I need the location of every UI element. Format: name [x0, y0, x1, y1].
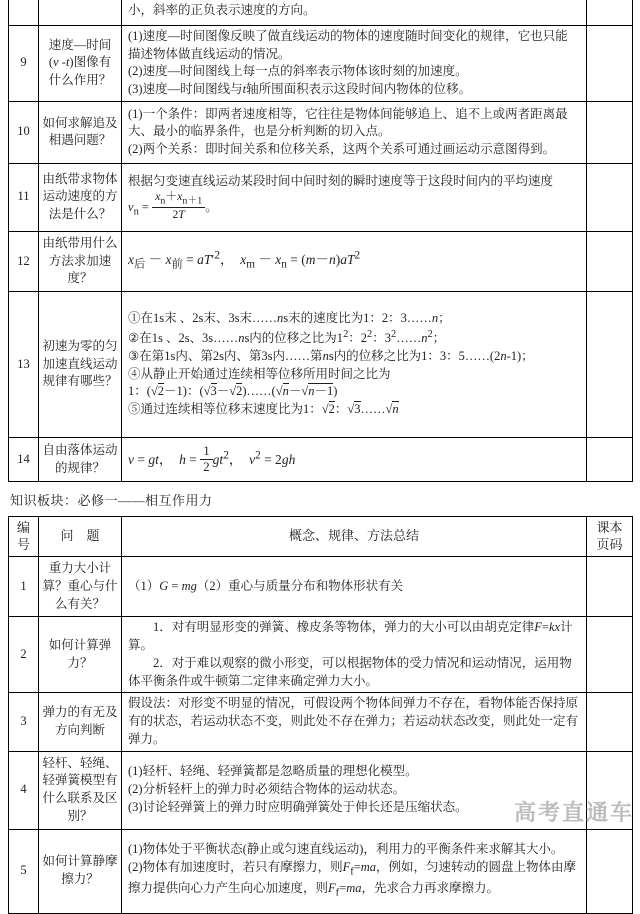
question-cell: 轻杆、轻绳、轻弹簧模型有什么联系及区别？: [39, 751, 122, 829]
table-row: [9, 693, 633, 751]
row-number-cell: 13: [9, 292, 39, 438]
content-cell: $x_后 - x_前 = aT'^2$， $x_m - x_n = (m-n)aT^2$: [122, 231, 587, 291]
row-number-cell: 14: [9, 438, 39, 482]
question-cell: 弹力的有无及方向判断: [39, 693, 122, 751]
table-row: [9, 438, 633, 482]
page-number-cell: [587, 101, 633, 163]
content-cell: 1．对有明显形变的弹簧、橡皮条等物体，弹力的大小可以由胡克定律F=kx计算。 2．对于难以观察的微小形变，可以根据物体的受力情况和运动情况，运用物体平衡条件或牛顿第二定律来确定弹力大小。: [122, 617, 587, 693]
page-number-cell: [587, 751, 633, 829]
content-cell: (1)物体处于平衡状态(静止或匀速直线运动)，利用力的平衡条件来求解其大小。 (2)物体有加速度时，若只有摩擦力，则$F_f=ma$，例如，匀速转动的圆盘上物体由摩擦力提供向心力产生向心加速度，则$F_f=ma$，先求合力再求摩擦力。: [122, 829, 587, 913]
table-row: [9, 163, 633, 231]
header-page-number: 课本 页码: [587, 517, 633, 557]
content-cell: 假设法：对形变不明显的情况，可假设两个物体间弹力不存在，看物体能否保持原有的状态，若运动状态不变，则此处不存在弹力；若运动状态改变，则此处一定有弹力。: [122, 693, 587, 751]
content-cell: 小，斜率的正负表示速度的方向。: [122, 0, 587, 25]
table-row: [9, 557, 633, 617]
table-row: [9, 231, 633, 291]
content-cell: v = gt， h = $\frac{1}{2}$ $gt^2$， $v^2 = 2gh$: [122, 438, 587, 482]
content-cell: 根据匀变速直线运动某段时间中间时刻的瞬时速度等于这段时间内的平均速度 $v_n$ = $\frac{x_n+x_{n+1}}{2T}$ 。: [122, 163, 587, 231]
row-number-cell: 10: [9, 101, 39, 163]
interaction-forces-table: [8, 516, 633, 914]
question-cell: 由纸带用什么方法求加速度？: [39, 231, 122, 291]
question-cell: 由纸带求物体运动速度的方法是什么？: [39, 163, 122, 231]
page-number-cell: [587, 163, 633, 231]
row-number-cell: 12: [9, 231, 39, 291]
row-number-cell: 4: [9, 751, 39, 829]
table-header-row: [9, 517, 633, 557]
page-number-cell: [587, 693, 633, 751]
question-cell: 自由落体运动的规律？: [39, 438, 122, 482]
row-number-cell: 5: [9, 829, 39, 913]
table-row: [9, 101, 633, 163]
page-number-cell: [587, 829, 633, 913]
content-cell: (1)速度—时间图像反映了做直线运动的物体的速度随时间变化的规律，它也只能描述物体做直线运动的情况。 (2)速度—时间图线上每一点的斜率表示物体该时刻的加速度。 (3)速度—时间图线与t轴所围面积表示这段时间内物体的位移。: [122, 25, 587, 101]
header-number: 编号: [9, 517, 39, 557]
question-cell: 初速为零的匀加速直线运动规律有哪些？: [39, 292, 122, 438]
question-cell: 速度—时间 (v -t)图像有 什么作用？: [39, 25, 122, 101]
kinematics-summary-table: [8, 0, 633, 482]
header-question: 问 题: [39, 517, 122, 557]
content-cell: ①在1s末 、2s末、3s末……ns末的速度比为1：2：3……n； ②在1s 、2s、3s……ns内的位移之比为$1^2$：$2^2$：$3^2\dots\dots n^2$； ③在第1s内、第2s内、第3s内……第ns内的位移之比为1：3：5……(2n-1)； ④从静止开始通过连续相等位移所用时间之比为 1：(√2－1)：(√3－√2)……(√n－√n－1) ⑤通过连续相等位移末速度比为1：√2：√3……√n: [122, 292, 587, 438]
question-cell: 重力大小计算？重心与什么有关？: [39, 557, 122, 617]
document-page: [8, 0, 632, 914]
table-row: [9, 292, 633, 438]
row-number-cell: 2: [9, 617, 39, 693]
question-cell: 如何计算弹力？: [39, 617, 122, 693]
content-cell: (1)轻杆、轻绳、轻弹簧都是忽略质量的理想化模型。 (2)分析轻杆上的弹力时必须结合物体的运动状态。 (3)讨论轻弹簧上的弹力时应明确弹簧处于伸长还是压缩状态。: [122, 751, 587, 829]
watermark: 高考直通车: [513, 800, 634, 825]
row-number-cell: [9, 0, 39, 25]
page-number-cell: [587, 292, 633, 438]
question-cell: 如何求解追及相遇问题？: [39, 101, 122, 163]
section-title: 知识板块：必修一——相互作用力: [10, 493, 213, 508]
row-number-cell: 3: [9, 693, 39, 751]
table-row: [9, 25, 633, 101]
table-row: [9, 829, 633, 913]
header-summary: 概念、规律、方法总结: [122, 517, 587, 557]
page-number-cell: [587, 617, 633, 693]
table-row-partial: [9, 0, 633, 25]
table-row: [9, 751, 633, 829]
question-cell: [39, 0, 122, 25]
content-cell: （1）G = mg（2）重心与质量分布和物体形状有关: [122, 557, 587, 617]
question-cell: 如何计算静摩擦力？: [39, 829, 122, 913]
row-number-cell: 1: [9, 557, 39, 617]
row-number-cell: 9: [9, 25, 39, 101]
page-number-cell: [587, 557, 633, 617]
table-row: [9, 617, 633, 693]
page-number-cell: [587, 0, 633, 25]
page-number-cell: [587, 438, 633, 482]
content-cell: (1)一个条件：即两者速度相等，它往往是物体间能够追上、追不上或两者距离最大、最小的临界条件，也是分析判断的切入点。 (2)两个关系：即时间关系和位移关系，这两个关系可通过画运动示意图得到。: [122, 101, 587, 163]
page-number-cell: [587, 25, 633, 101]
page-number-cell: [587, 231, 633, 291]
row-number-cell: 11: [9, 163, 39, 231]
